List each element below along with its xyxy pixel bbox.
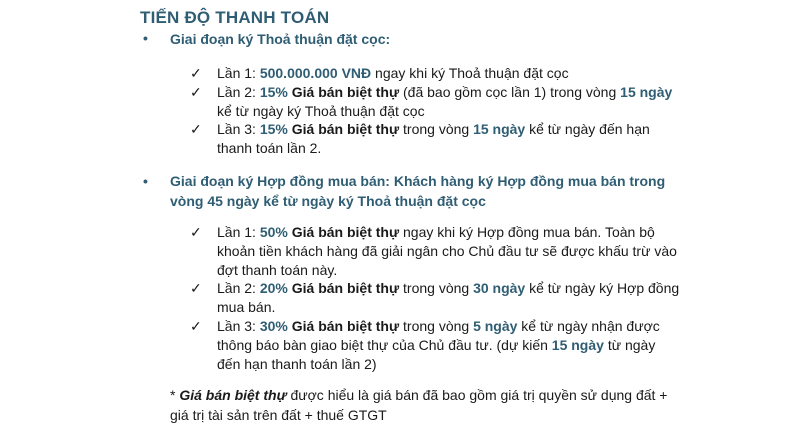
- checkmark-icon: ✓: [190, 318, 202, 334]
- phase-2-item-3: ✓ Lần 3: 30% Giá bán biệt thự trong vòng 5 ngày kể từ ngày nhận được thông báo bàn giao biệt thự của Chủ đầu tư. (dự kiến 15 ngày từ ngày đến hạn thanh toán lần 2): [190, 318, 660, 372]
- phase-1-item-3: ✓ Lần 3: 15% Giá bán biệt thự trong vòng 15 ngày kể từ ngày đến hạn thanh toán lần 2.: [190, 121, 650, 156]
- checkmark-icon: ✓: [190, 121, 202, 137]
- phase-2-item-1: ✓ Lần 1: 50% Giá bán biệt thự ngay khi ký Hợp đồng mua bán. Toàn bộ khoản tiền khách hàng đã giải ngân cho Chủ đầu tư sẽ được khấu trừ vào đợt thanh toán này.: [190, 224, 677, 278]
- checkmark-icon: ✓: [190, 65, 202, 81]
- bullet-phase-2: •: [143, 173, 148, 189]
- footnote: * Giá bán biệt thự được hiểu là giá bán đã bao gồm giá trị quyền sử dụng đất + giá trị tài sản trên đất + thuế GTGT: [170, 387, 668, 423]
- checkmark-icon: ✓: [190, 84, 202, 100]
- phase-1-item-1: ✓ Lần 1: 500.000.000 VNĐ ngay khi ký Thoả thuận đặt cọc: [190, 65, 569, 81]
- bullet-phase-1: •: [143, 30, 148, 46]
- phase-2-heading: Giai đoạn ký Hợp đồng mua bán: Khách hàng ký Hợp đồng mua bán trong vòng 45 ngày kể từ ngày ký Thoả thuận đặt cọc: [170, 173, 666, 209]
- checkmark-icon: ✓: [190, 280, 202, 296]
- page-title: TIẾN ĐỘ THANH TOÁN: [140, 8, 330, 27]
- phase-1-item-2: ✓ Lần 2: 15% Giá bán biệt thự (đã bao gồm cọc lần 1) trong vòng 15 ngày kể từ ngày ký Thoả thuận đặt cọc: [190, 84, 673, 119]
- checkmark-icon: ✓: [190, 224, 202, 240]
- phase-1-heading: Giai đoạn ký Thoả thuận đặt cọc:: [170, 31, 391, 47]
- phase-2-item-2: ✓ Lần 2: 20% Giá bán biệt thự trong vòng 30 ngày kể từ ngày ký Hợp đồng mua bán.: [190, 280, 680, 315]
